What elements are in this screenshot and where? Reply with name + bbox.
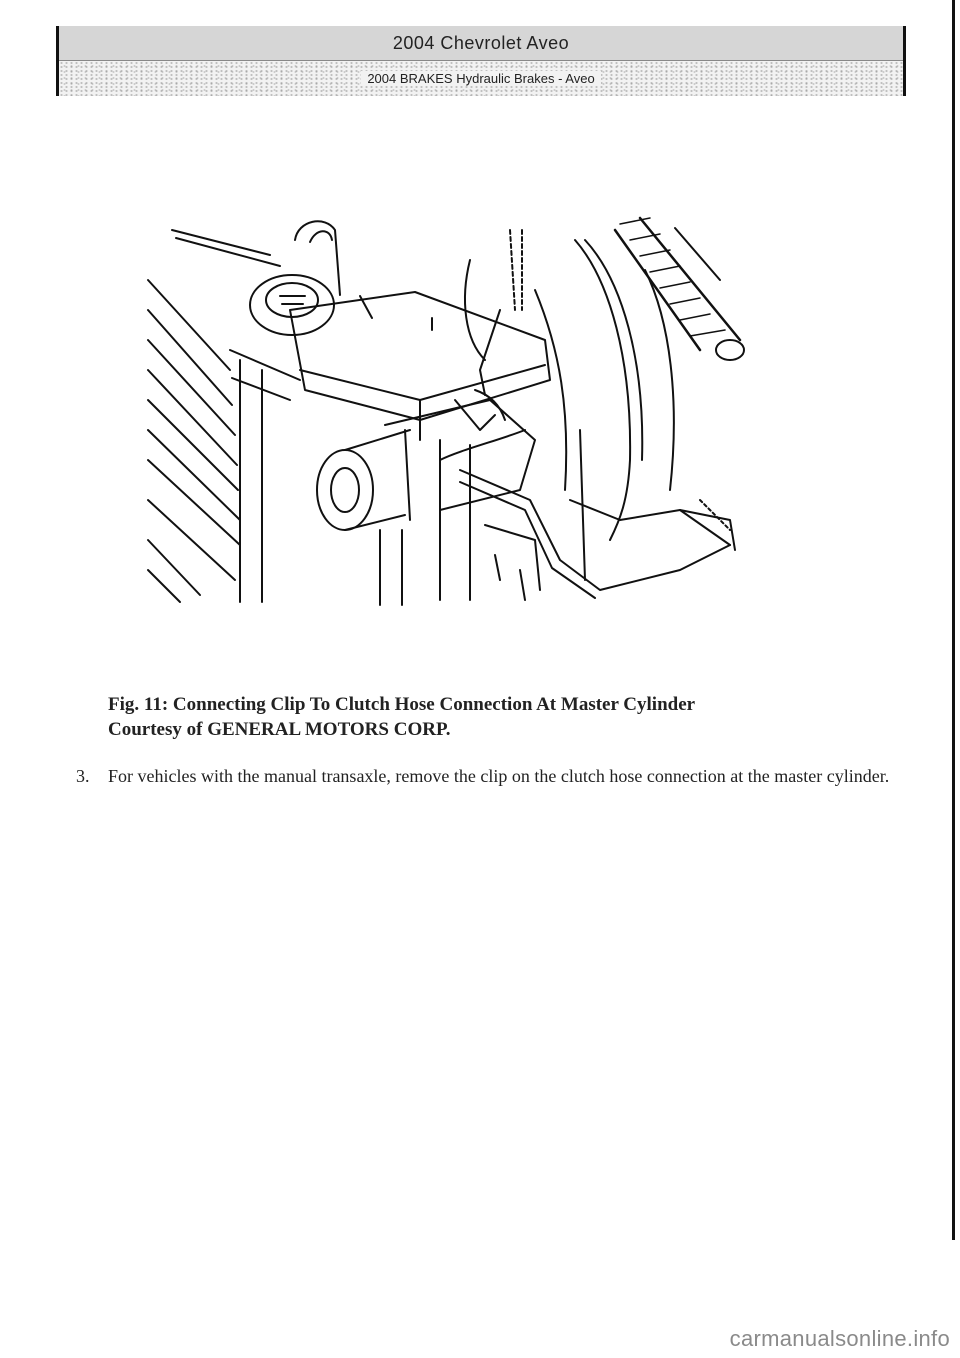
page-border-right — [952, 0, 955, 1240]
watermark: carmanualsonline.info — [729, 1326, 950, 1351]
figure-caption — [108, 692, 868, 742]
caption-title: Fig. 11: Connecting Clip To Clutch Hose Connection At Master Cylinder — [108, 694, 696, 715]
caption-credit: Courtesy of GENERAL MOTORS CORP. — [108, 719, 451, 740]
step-number: 3. — [76, 766, 90, 786]
radiator-fins — [148, 280, 262, 602]
header-subtitle-bar — [59, 61, 903, 96]
page-header — [56, 26, 906, 96]
header-title: 2004 Chevrolet Aveo — [59, 26, 903, 61]
step-text: For vehicles with the manual transaxle, remove the clip on the clutch hose connection at the master cylinder. — [108, 766, 890, 786]
master-cylinder-illustration — [140, 200, 760, 610]
header-subtitle: 2004 BRAKES Hydraulic Brakes - Aveo — [361, 71, 600, 86]
